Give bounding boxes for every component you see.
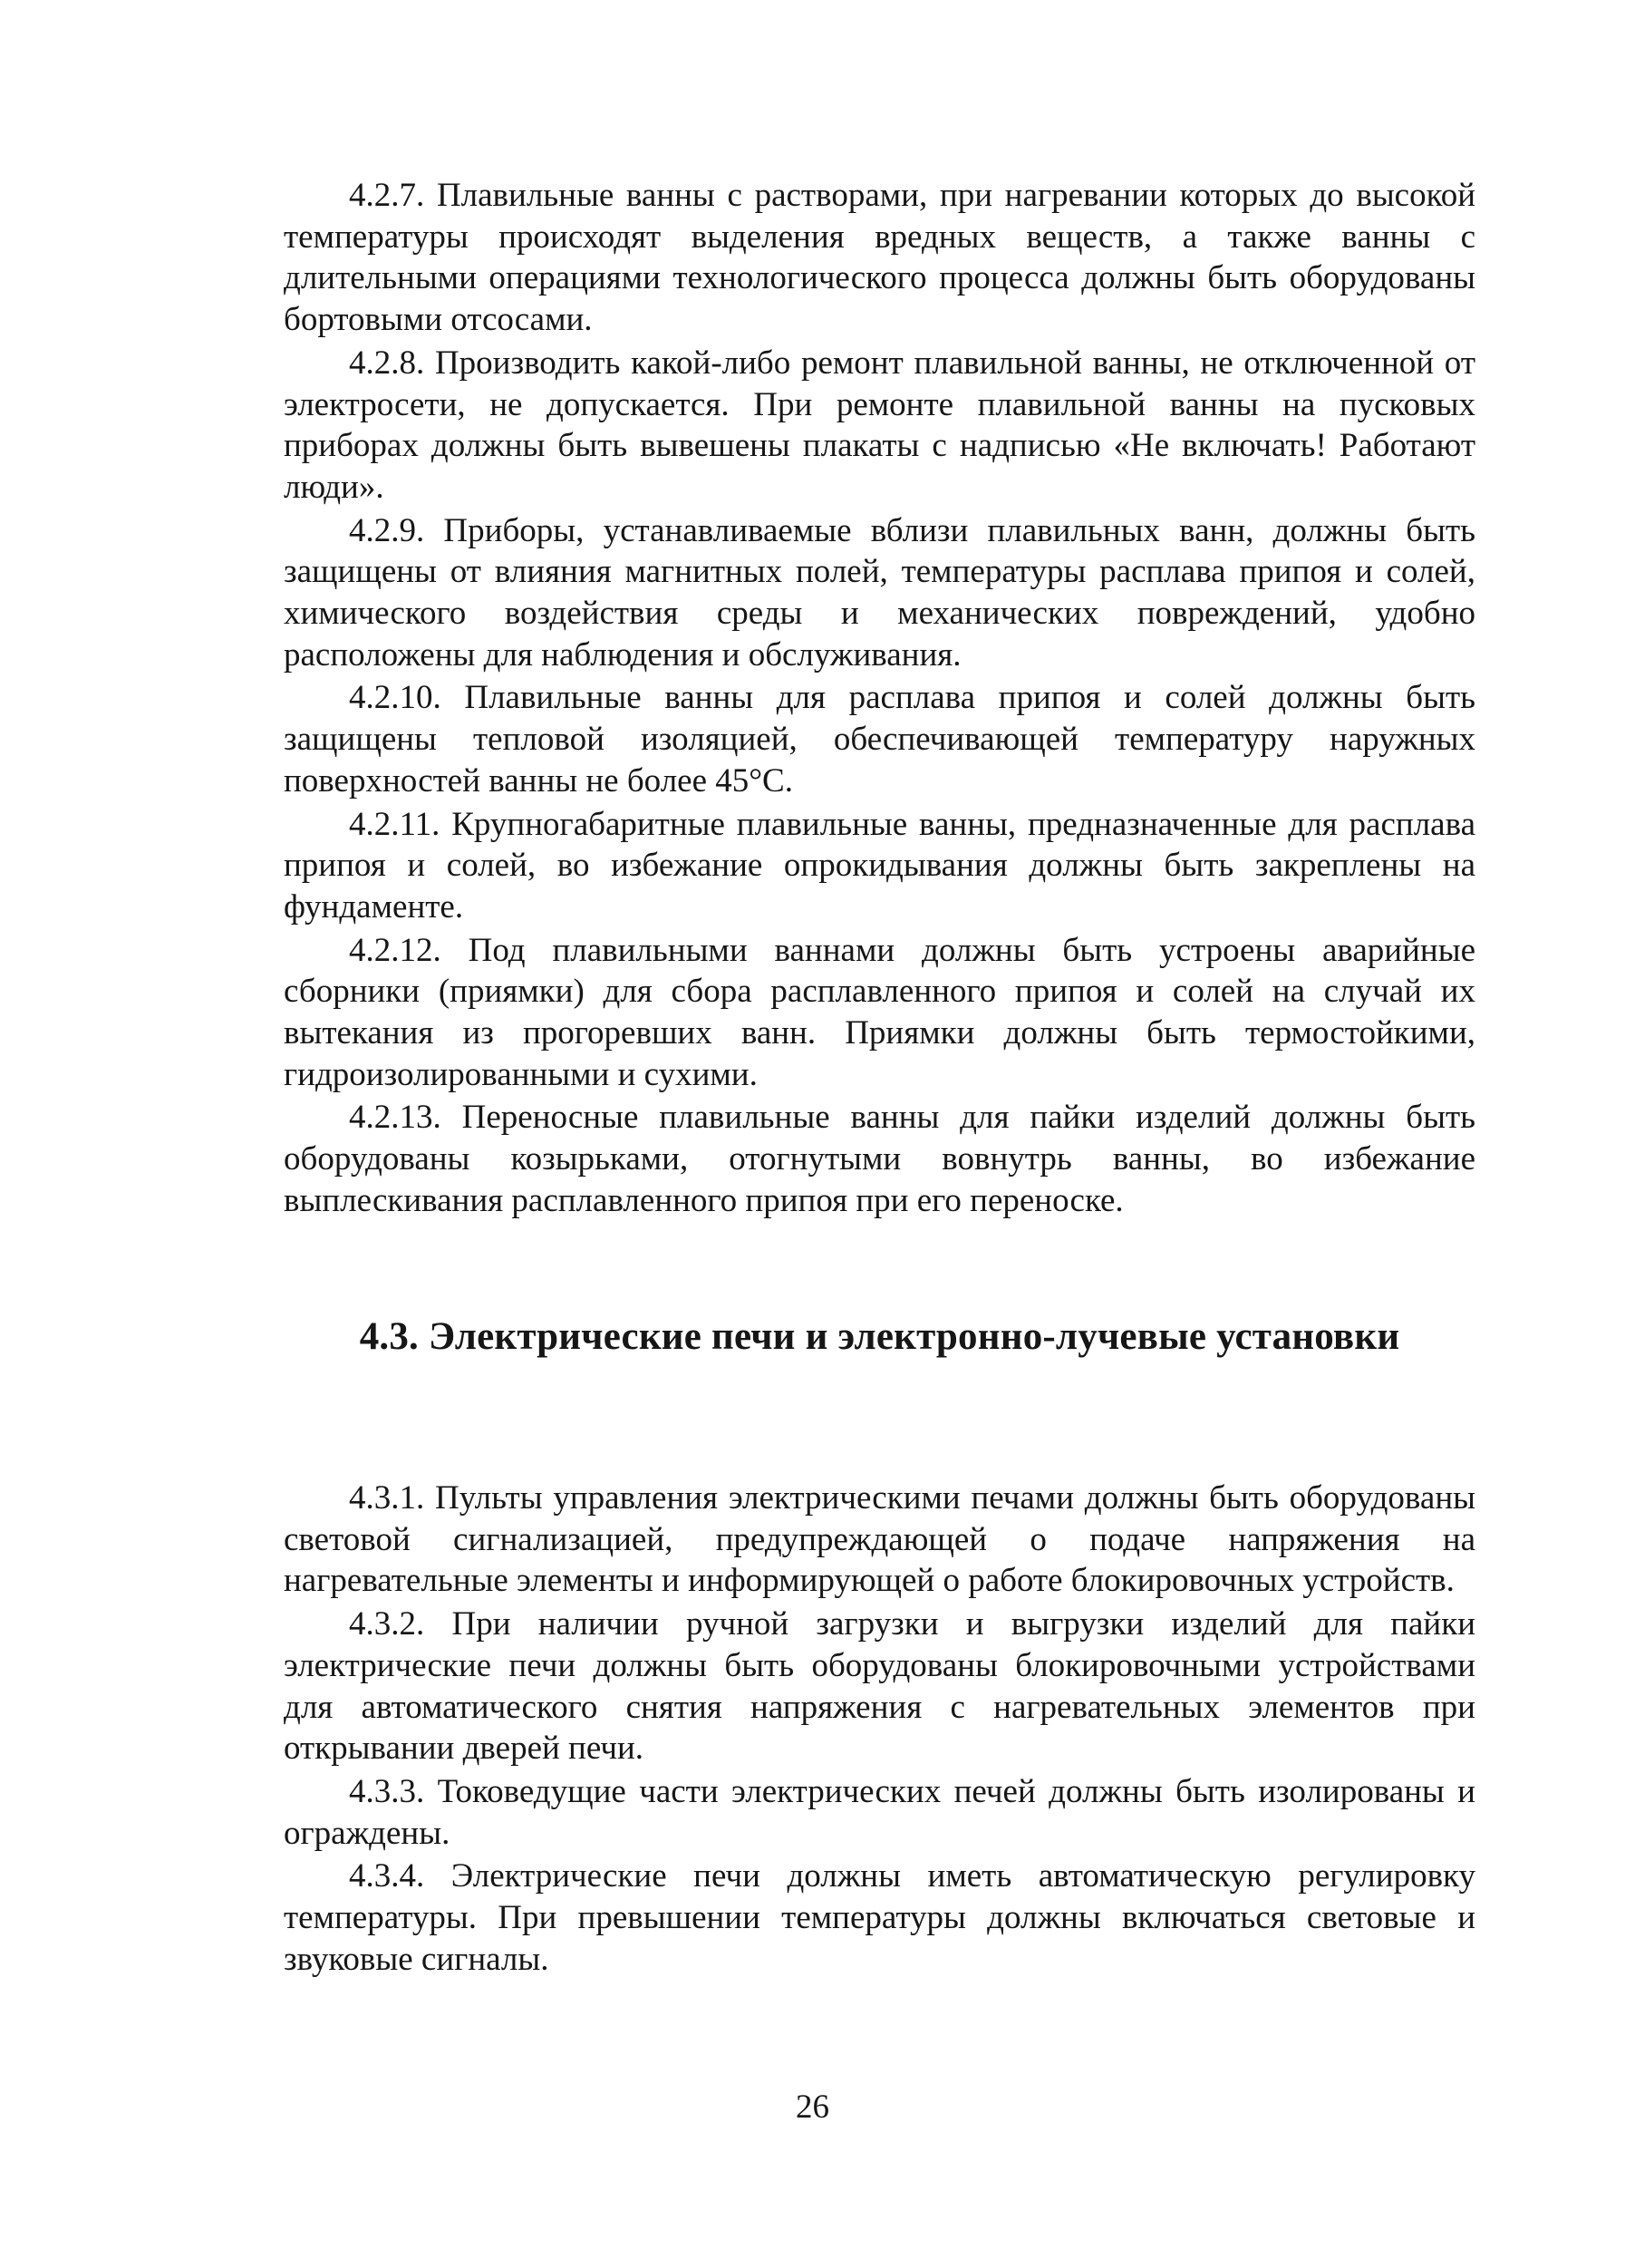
paragraph-4-2-13: 4.2.13. Переносные плавильные ванны для пайки изделий должны быть оборудованы козырьками, отогнутыми вовнутрь ванны, во избежание выплескивания расплавленного припоя при его переноске. — [284, 1099, 1475, 1219]
paragraph-4-3-1: 4.3.1. Пульты управления электрическими печами должны быть оборудованы световой сигнализацией, предупреждающей о подаче напряжения на нагревательные элементы и информирующей о работе блокировочных устройств. — [284, 1479, 1475, 1600]
paragraph-4-2-10: 4.2.10. Плавильные ванны для расплава припоя и солей должны быть защищены тепловой изоляцией, обеспечивающей температуру наружных поверхностей ванны не более 45°С. — [284, 679, 1475, 800]
paragraph-4-3-4: 4.3.4. Электрические печи должны иметь автоматическую регулировку температуры. При превышении температуры должны включаться световые и звуковые сигналы. — [284, 1857, 1475, 1978]
paragraph-4-2-9: 4.2.9. Приборы, устанавливаемые вблизи плавильных ванн, должны быть защищены от влияния магнитных полей, температуры расплава припоя и солей, химического воздействия среды и механических повреждений, удобно расположены для наблюдения и обслуживания. — [284, 511, 1475, 674]
text-block-4-2 — [284, 175, 1475, 1222]
paragraph-4-3-2: 4.3.2. При наличии ручной загрузки и выгрузки изделий для пайки электрические печи должны быть оборудованы блокировочными устройствами для автоматического снятия напряжения с нагревательных элементов при открывании дверей печи. — [284, 1605, 1475, 1768]
paragraph-4-2-7: 4.2.7. Плавильные ванны с растворами, при нагревании которых до высокой температуры происходят выделения вредных веществ, а также ванны с длительными операциями технологического процесса должны быть оборудованы бортовыми отсосами. — [284, 177, 1475, 339]
section-heading-4-3: 4.3. Электрические печи и электронно-лучевые установки — [359, 1315, 1400, 1358]
paragraph-4-2-8: 4.2.8. Производить какой-либо ремонт плавильной ванны, не отключенной от электросети, не допускается. При ремонте плавильной ванны на пусковых приборах должны быть вывешены плакаты с надписью «Не включать! Работают люди». — [284, 344, 1475, 506]
page-number: 26 — [796, 2089, 829, 2126]
paragraph-4-3-3: 4.3.3. Токоведущие части электрических печей должны быть изолированы и ограждены. — [284, 1772, 1475, 1852]
paragraph-4-2-11: 4.2.11. Крупногабаритные плавильные ванны, предназначенные для расплава припоя и солей, во избежание опрокидывания должны быть закреплены на фундаменте. — [284, 805, 1475, 926]
text-block-4-3 — [284, 1478, 1475, 1980]
paragraph-4-2-12: 4.2.12. Под плавильными ваннами должны быть устроены аварийные сборники (приямки) для сбора расплавленного припоя и солей на случай их вытекания из прогоревших ванн. Приямки должны быть термостойкими, гидроизолированными и сухими. — [284, 931, 1475, 1093]
